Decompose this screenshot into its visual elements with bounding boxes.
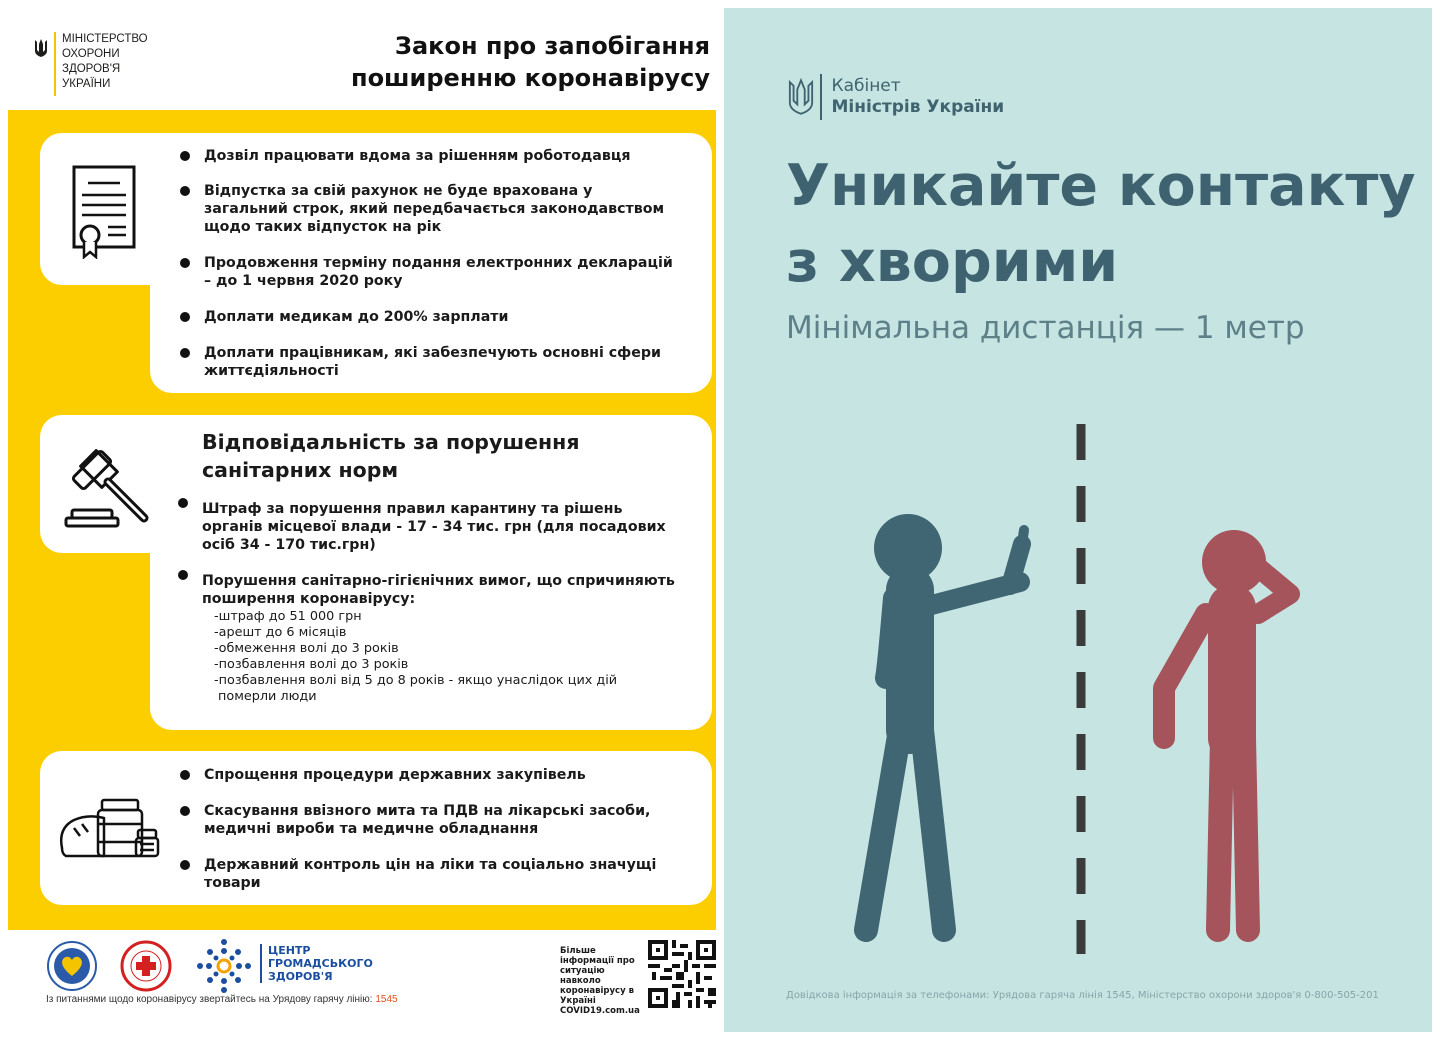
sick-person-figure bbox=[1164, 530, 1290, 930]
penalty-item: -обмеження волі до 3 років bbox=[214, 641, 399, 656]
hotline-number: 1545 bbox=[375, 994, 398, 1005]
section1-item: Продовження терміну подання електронних декларацій – до 1 червня 2020 року bbox=[204, 254, 684, 290]
trident-icon bbox=[788, 78, 814, 116]
bread-and-medicine-jars-icon bbox=[58, 794, 164, 860]
public-health-center-logo-icon bbox=[196, 938, 252, 994]
section1-item: Доплати працівникам, які забезпечують основні сфери життєдіяльності bbox=[204, 344, 674, 380]
more-info-text: Більше інформації про ситуацію навколо коронавірусу в Україні COVID19.com.ua bbox=[560, 946, 640, 1016]
section1-item: Відпустка за свій рахунок не буде врахована у загальний строк, який передбачається законодавством щодо таких відпусток на рік bbox=[204, 182, 674, 236]
trident-icon bbox=[34, 38, 48, 58]
min-distance-subtitle: Мінімальна дистанція — 1 метр bbox=[786, 310, 1305, 346]
ministry-of-health-logo bbox=[34, 32, 148, 96]
section2-item: Порушення санітарно-гігієнічних вимог, що спричиняють поширення коронавірусу: bbox=[202, 572, 682, 608]
cabinet-of-ministers-logo bbox=[788, 74, 1004, 120]
section2-item: Штраф за порушення правил карантину та рішень органів місцевої влади - 17 - 34 тис. грн (для посадових осіб 34 - 170 тис.грн) bbox=[202, 500, 686, 554]
hotline-note: Із питаннями щодо коронавірусу звертайтесь на Урядову гарячу лінію: 1545 bbox=[46, 994, 398, 1005]
healthy-person-figure bbox=[866, 514, 1024, 930]
law-title: Закон про запобігання поширенню коронавірусу bbox=[350, 32, 710, 92]
bullet-dot bbox=[180, 806, 190, 816]
bullet-dot bbox=[178, 498, 188, 508]
red-cross-emblem-icon bbox=[120, 940, 172, 992]
public-health-center-name: ЦЕНТР ГРОМАДСЬКОГО ЗДОРОВ'Я bbox=[260, 944, 373, 983]
logo-divider bbox=[820, 74, 822, 120]
bullet-dot bbox=[180, 348, 190, 358]
document-certificate-icon bbox=[72, 165, 140, 259]
distance-illustration bbox=[724, 418, 1432, 958]
section1-item: Дозвіл працювати вдома за рішенням роботодавця bbox=[204, 147, 684, 165]
liability-heading: Відповідальність за порушення санітарних норм bbox=[202, 430, 580, 482]
penalty-item: -позбавлення волі до 3 років bbox=[214, 657, 409, 672]
bullet-dot bbox=[180, 770, 190, 780]
bullet-dot bbox=[180, 312, 190, 322]
right-poster bbox=[724, 8, 1432, 1032]
ministry-name: МІНІСТЕРСТВО ОХОРОНИ ЗДОРОВ'Я УКРАЇНИ bbox=[62, 33, 148, 90]
penalty-item: -арешт до 6 місяців bbox=[214, 625, 347, 640]
bullet-dot bbox=[180, 186, 190, 196]
penalty-item: померли люди bbox=[218, 689, 317, 704]
section3-item: Скасування ввізного мита та ПДВ на лікарські засоби, медичні вироби та медичне обладнання bbox=[204, 802, 674, 838]
qr-code-icon[interactable] bbox=[648, 940, 716, 1008]
section1-item: Доплати медикам до 200% зарплати bbox=[204, 308, 684, 326]
help-phones-line: Довідкова інформація за телефонами: Урядова гаряча лінія 1545, Міністерство охорони здоров'я 0-800-505-201 bbox=[786, 990, 1379, 1001]
logo-divider bbox=[54, 32, 56, 96]
bullet-dot bbox=[180, 258, 190, 268]
penalty-item: -штраф до 51 000 грн bbox=[214, 609, 362, 624]
cabinet-name: Кабінет Міністрів України bbox=[831, 76, 1005, 117]
penalty-item: -позбавлення волі від 5 до 8 років - якщо унаслідок цих дій bbox=[214, 673, 618, 688]
avoid-contact-title: Уникайте контакту з хворими bbox=[786, 153, 1416, 295]
left-poster bbox=[8, 8, 716, 1032]
judge-gavel-icon bbox=[64, 444, 154, 528]
bullet-dot bbox=[180, 860, 190, 870]
section3-item: Державний контроль цін на ліки та соціально значущі товари bbox=[204, 856, 674, 892]
bullet-dot bbox=[178, 570, 188, 580]
bullet-dot bbox=[180, 151, 190, 161]
partner-emblem-heart-icon bbox=[46, 940, 98, 992]
section3-item: Спрощення процедури державних закупівель bbox=[204, 766, 684, 784]
